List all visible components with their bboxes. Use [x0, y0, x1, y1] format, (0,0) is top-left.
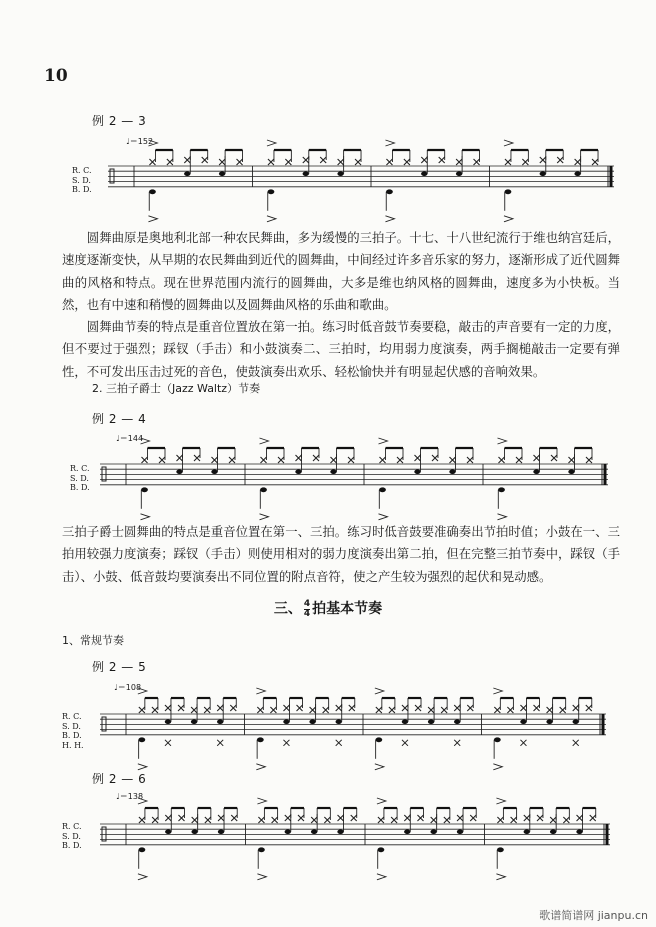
tempo-marking: ♩＝144: [116, 434, 144, 443]
hihat-notehead: [165, 740, 171, 746]
cymbal-notehead: [378, 817, 384, 823]
accent-mark: [256, 688, 265, 694]
bass-drum-notehead: [138, 737, 145, 742]
cymbal-notehead: [415, 455, 421, 461]
cymbal-notehead: [257, 707, 263, 713]
snare-notehead: [550, 830, 556, 835]
cymbal-notehead: [444, 817, 450, 823]
accent-mark: [257, 798, 266, 804]
cymbal-notehead: [231, 815, 237, 821]
cymbal-notehead: [573, 705, 579, 711]
instrument-label: S. D.: [62, 721, 81, 731]
cymbal-notehead: [311, 817, 317, 823]
accent-mark: [257, 874, 266, 880]
cymbal-notehead: [497, 817, 503, 823]
snare-notehead: [337, 172, 343, 177]
bass-drum-notehead: [386, 189, 393, 194]
cymbal-notehead: [474, 159, 480, 165]
cymbal-notehead: [404, 815, 410, 821]
cymbal-notehead: [142, 457, 148, 463]
cymbal-notehead: [550, 817, 556, 823]
instrument-label: S. D.: [62, 831, 81, 841]
hihat-notehead: [402, 740, 408, 746]
instrument-label: R. C.: [62, 822, 82, 831]
snare-notehead: [524, 830, 530, 835]
cymbal-notehead: [177, 455, 183, 461]
snare-notehead: [336, 720, 342, 725]
snare-notehead: [295, 470, 301, 475]
cymbal-notehead: [592, 159, 598, 165]
example-label: 例 2 — 5: [92, 660, 147, 674]
cymbal-notehead: [212, 457, 218, 463]
cymbal-notehead: [159, 457, 165, 463]
cymbal-notehead: [569, 457, 575, 463]
snare-notehead: [428, 720, 434, 725]
cymbal-notehead: [540, 157, 546, 163]
bass-drum-notehead: [375, 737, 382, 742]
cymbal-notehead: [165, 705, 171, 711]
cymbal-notehead: [270, 707, 276, 713]
snare-notehead: [520, 720, 526, 725]
cymbal-notehead: [298, 815, 304, 821]
snare-notehead: [540, 172, 546, 177]
cymbal-notehead: [428, 707, 434, 713]
cymbal-notehead: [450, 457, 456, 463]
cymbal-notehead: [507, 707, 513, 713]
instrument-labels: [72, 166, 92, 195]
cymbal-notehead: [534, 455, 540, 461]
drum-staff: [100, 800, 610, 868]
cymbal-notehead: [261, 457, 267, 463]
cymbal-notehead: [351, 815, 357, 821]
cymbal-notehead: [348, 457, 354, 463]
cymbal-notehead: [432, 455, 438, 461]
cymbal-notehead: [586, 705, 592, 711]
instrument-label: B. D.: [62, 841, 82, 851]
snare-notehead: [330, 470, 336, 475]
accent-mark: [504, 216, 513, 222]
bass-drum-notehead: [139, 847, 146, 852]
accent-mark: [267, 140, 276, 146]
bass-drum-notehead: [379, 487, 386, 492]
accent-mark: [375, 688, 384, 694]
cymbal-notehead: [313, 455, 319, 461]
snare-notehead: [283, 720, 289, 725]
cymbal-notehead: [218, 815, 224, 821]
instrument-label: R. C.: [70, 464, 90, 473]
instrument-labels: [62, 822, 82, 851]
instrument-labels: [70, 464, 90, 493]
accent-mark: [385, 140, 394, 146]
accent-mark: [377, 798, 386, 804]
cymbal-notehead: [586, 457, 592, 463]
cymbal-notehead: [421, 157, 427, 163]
bass-drum-notehead: [497, 847, 504, 852]
accent-mark: [138, 874, 147, 880]
cymbal-notehead: [310, 707, 316, 713]
cymbal-notehead: [258, 817, 264, 823]
cymbal-notehead: [516, 457, 522, 463]
cymbal-notehead: [331, 457, 337, 463]
snare-notehead: [456, 172, 462, 177]
cymbal-notehead: [404, 159, 410, 165]
snare-notehead: [414, 470, 420, 475]
cymbal-notehead: [219, 159, 225, 165]
snare-notehead: [217, 720, 223, 725]
snare-notehead: [454, 720, 460, 725]
cymbal-notehead: [547, 707, 553, 713]
cymbal-notehead: [457, 815, 463, 821]
snare-notehead: [211, 470, 217, 475]
instrument-label: B. D.: [70, 483, 90, 493]
cymbal-notehead: [272, 817, 278, 823]
cymbal-notehead: [268, 159, 274, 165]
cymbal-notehead: [320, 157, 326, 163]
tempo-marking: ♩＝108: [114, 683, 142, 692]
drum-staff: [100, 438, 608, 508]
example-label: 例 2 — 6: [92, 772, 147, 786]
cymbal-notehead: [167, 159, 173, 165]
cymbal-notehead: [139, 707, 145, 713]
cymbal-notehead: [283, 705, 289, 711]
accent-mark: [148, 216, 157, 222]
cymbal-notehead: [537, 815, 543, 821]
snare-notehead: [191, 830, 197, 835]
accent-mark: [379, 438, 388, 444]
instrument-label: B. D.: [62, 731, 82, 741]
cymbal-notehead: [467, 457, 473, 463]
cymbal-notehead: [520, 705, 526, 711]
cymbal-notehead: [194, 455, 200, 461]
snare-notehead: [191, 720, 197, 725]
cymbal-notehead: [441, 707, 447, 713]
example-label: 例 2 — 3: [92, 114, 147, 128]
cymbal-notehead: [534, 705, 540, 711]
bass-drum-notehead: [257, 737, 264, 742]
section-heading-prefix: 三、: [273, 601, 302, 617]
accent-mark: [138, 764, 147, 770]
hihat-notehead: [520, 740, 526, 746]
instrument-label: S. D.: [72, 175, 91, 185]
time-signature: [304, 600, 310, 619]
accent-mark: [493, 688, 502, 694]
accent-mark: [496, 874, 505, 880]
tempo-marking: ♩＝138: [116, 792, 144, 801]
instrument-label: S. D.: [70, 473, 89, 483]
drum-staff: [100, 690, 606, 758]
hihat-notehead: [573, 740, 579, 746]
snare-notehead: [165, 830, 171, 835]
cymbal-notehead: [524, 815, 530, 821]
snare-notehead: [165, 720, 171, 725]
snare-notehead: [311, 830, 317, 835]
paragraph-waltz-technique: 圆舞曲节奏的特点是重音位置放在第一拍。练习时低音鼓节奏要稳，敲击的声音要有一定的力度，但不要过于强烈；踩钗（手击）和小鼓演奏二、三拍时，均用弱力度演奏，两手搁槌敲击一定要有弹性，不可发出压击过死的音色，使鼓演奏出欢乐、轻松愉快并有明显起伏感的音响效果。: [62, 319, 620, 379]
accent-mark: [256, 764, 265, 770]
hihat-notehead: [336, 740, 342, 746]
cymbal-notehead: [417, 815, 423, 821]
cymbal-notehead: [285, 159, 291, 165]
section-heading: [0, 598, 656, 619]
cymbal-notehead: [338, 815, 344, 821]
cymbal-notehead: [152, 817, 158, 823]
cymbal-notehead: [285, 815, 291, 821]
cymbal-notehead: [494, 707, 500, 713]
cymbal-notehead: [467, 705, 473, 711]
cymbal-notehead: [202, 157, 208, 163]
snare-notehead: [573, 720, 579, 725]
snare-notehead: [184, 172, 190, 177]
snare-notehead: [449, 470, 455, 475]
cymbal-notehead: [431, 817, 437, 823]
cymbal-notehead: [178, 705, 184, 711]
cymbal-notehead: [152, 707, 158, 713]
cymbal-notehead: [303, 157, 309, 163]
snare-notehead: [219, 172, 225, 177]
cymbal-notehead: [557, 157, 563, 163]
cymbal-notehead: [397, 457, 403, 463]
accent-mark: [148, 140, 157, 146]
bass-drum-notehead: [268, 189, 275, 194]
cymbal-notehead: [402, 705, 408, 711]
cymbal-notehead: [439, 157, 445, 163]
cymbal-notehead: [237, 159, 243, 165]
cymbal-notehead: [296, 455, 302, 461]
watermark: 歌谱简谱网 jianpu.cn: [539, 909, 648, 922]
cymbal-notehead: [415, 705, 421, 711]
subheading-jazz-waltz: 2. 三拍子爵士（Jazz Waltz）节奏: [92, 382, 261, 395]
subheading-regular: 1、常规节奏: [62, 634, 124, 647]
cymbal-notehead: [229, 457, 235, 463]
snare-notehead: [533, 470, 539, 475]
snare-notehead: [430, 830, 436, 835]
cymbal-notehead: [355, 159, 361, 165]
cymbal-notehead: [560, 707, 566, 713]
cymbal-notehead: [563, 817, 569, 823]
cymbal-notehead: [551, 455, 557, 461]
cymbal-notehead: [499, 457, 505, 463]
instrument-label: H. H.: [62, 740, 84, 750]
hihat-notehead: [283, 740, 289, 746]
bass-drum-notehead: [260, 487, 267, 492]
snare-notehead: [574, 172, 580, 177]
bass-drum-notehead: [498, 487, 505, 492]
snare-notehead: [285, 830, 291, 835]
cymbal-notehead: [577, 815, 583, 821]
paragraph-waltz-origin: 圆舞曲原是奥地利北部一种农民舞曲，多为缓慢的三拍子。十七、十八世纪流行于维也纳宫廷后，速度逐渐变快，从早期的农民舞曲到近代的圆舞曲，中间经过许多音乐家的努力，逐渐形成了近代圆舞曲的风格和特点。现在世界范围内流行的圆舞曲，大多是维也纳风格的圆舞曲，速度多为小快板。当然，也有中速和稍慢的圆舞曲以及圆舞曲风格的乐曲和歌曲。: [62, 230, 620, 313]
snare-notehead: [337, 830, 343, 835]
cymbal-notehead: [376, 707, 382, 713]
accent-mark: [504, 140, 513, 146]
accent-mark: [498, 514, 507, 520]
bass-drum-notehead: [378, 847, 385, 852]
cymbal-notehead: [391, 817, 397, 823]
accent-mark: [498, 438, 507, 444]
cymbal-notehead: [297, 705, 303, 711]
accent-mark: [375, 764, 384, 770]
instrument-label: R. C.: [62, 712, 82, 721]
cymbal-notehead: [456, 159, 462, 165]
cymbal-notehead: [149, 159, 155, 165]
cymbal-notehead: [139, 817, 145, 823]
accent-mark: [385, 216, 394, 222]
cymbal-notehead: [470, 815, 476, 821]
cymbal-notehead: [178, 815, 184, 821]
cymbal-notehead: [338, 159, 344, 165]
time-sig-top: 4: [303, 598, 311, 609]
cymbal-notehead: [165, 815, 171, 821]
cymbal-notehead: [184, 157, 190, 163]
cymbal-notehead: [336, 705, 342, 711]
cymbal-notehead: [590, 815, 596, 821]
time-sig-bottom: 4: [303, 608, 311, 619]
accent-mark: [141, 514, 150, 520]
accent-mark: [138, 688, 147, 694]
cymbal-notehead: [454, 705, 460, 711]
cymbal-notehead: [230, 705, 236, 711]
cymbal-notehead: [575, 159, 581, 165]
snare-notehead: [404, 830, 410, 835]
instrument-labels: [62, 712, 84, 750]
snare-notehead: [176, 470, 182, 475]
hihat-notehead: [217, 740, 223, 746]
bass-drum-notehead: [149, 189, 156, 194]
cymbal-notehead: [386, 159, 392, 165]
accent-mark: [379, 514, 388, 520]
section-heading-suffix: 拍基本节奏: [312, 601, 383, 617]
accent-mark: [267, 216, 276, 222]
accent-mark: [260, 438, 269, 444]
paragraph-jazz-waltz: 三拍子爵士圆舞曲的特点是重音位置在第一、三拍。练习时低音鼓要准确奏出节拍时值；小鼓在一、三拍用较强力度演奏；踩钗（手击）则使用相对的弱力度演奏出第二拍，但在完整三拍节奏中，踩钗（手击）、小鼓、低音鼓均要演奏出不同位置的附点音符，使之产生较为强烈的起伏和晃动感。: [62, 524, 620, 584]
cymbal-notehead: [522, 159, 528, 165]
cymbal-notehead: [192, 817, 198, 823]
cymbal-notehead: [278, 457, 284, 463]
bass-drum-notehead: [258, 847, 265, 852]
bass-drum-notehead: [141, 487, 148, 492]
cymbal-notehead: [217, 705, 223, 711]
snare-notehead: [576, 830, 582, 835]
accent-mark: [496, 798, 505, 804]
cymbal-notehead: [380, 457, 386, 463]
accent-mark: [493, 764, 502, 770]
cymbal-notehead: [389, 707, 395, 713]
accent-mark: [260, 514, 269, 520]
cymbal-notehead: [323, 707, 329, 713]
tempo-marking: ♩＝152: [126, 137, 154, 146]
snare-notehead: [421, 172, 427, 177]
snare-notehead: [218, 830, 224, 835]
snare-notehead: [309, 720, 315, 725]
cymbal-notehead: [324, 817, 330, 823]
cymbal-notehead: [505, 159, 511, 165]
snare-notehead: [402, 720, 408, 725]
snare-notehead: [568, 470, 574, 475]
cymbal-notehead: [204, 707, 210, 713]
bass-drum-notehead: [494, 737, 501, 742]
cymbal-notehead: [349, 705, 355, 711]
bass-drum-notehead: [505, 189, 512, 194]
snare-notehead: [546, 720, 552, 725]
accent-mark: [377, 874, 386, 880]
accent-mark: [141, 438, 150, 444]
snare-notehead: [303, 172, 309, 177]
drum-staff: [108, 140, 614, 210]
cymbal-notehead: [511, 817, 517, 823]
snare-notehead: [457, 830, 463, 835]
instrument-label: B. D.: [72, 185, 92, 195]
cymbal-notehead: [191, 707, 197, 713]
instrument-label: R. C.: [72, 166, 92, 175]
page-number: 10: [44, 66, 68, 86]
hihat-notehead: [454, 740, 460, 746]
cymbal-notehead: [205, 817, 211, 823]
example-label: 例 2 — 4: [92, 412, 147, 426]
